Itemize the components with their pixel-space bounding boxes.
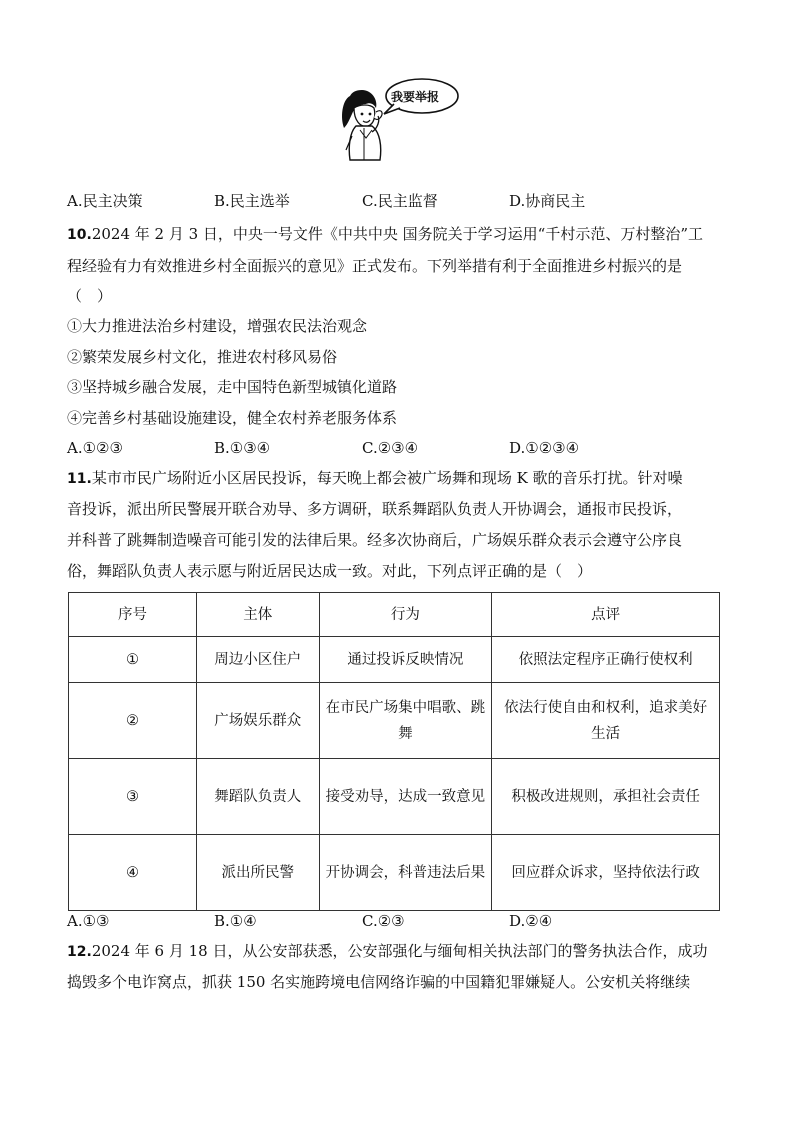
- row-4-comment: 回应群众诉求，坚持依法行政: [492, 835, 720, 911]
- row-1-comment: 依照法定程序正确行使权利: [492, 637, 720, 683]
- row-2-index: ②: [69, 683, 197, 759]
- q12-number: 12.: [67, 944, 92, 960]
- row-4-index: ④: [69, 835, 197, 911]
- row-4-action: 开协调会，科普违法后果: [319, 835, 492, 911]
- header-comment: 点评: [492, 593, 720, 637]
- row-2-subject: 广场娱乐群众: [196, 683, 319, 759]
- table-row: [69, 637, 720, 683]
- q9-option-c: C.民主监督: [362, 192, 438, 210]
- row-1-subject: 周边小区住户: [196, 637, 319, 683]
- q10-statement-3: ③坚持城乡融合发展，走中国特色新型城镇化道路: [67, 378, 398, 396]
- row-4-subject: 派出所民警: [196, 835, 319, 911]
- q10-statement-4: ④完善乡村基础设施建设，健全农村养老服务体系: [67, 409, 398, 427]
- header-subject: 主体: [196, 593, 319, 637]
- header-action: 行为: [319, 593, 492, 637]
- table-row: [69, 835, 720, 911]
- header-index: 序号: [69, 593, 197, 637]
- q9-option-d: D.协商民主: [509, 192, 586, 210]
- q10-option-c: C.②③④: [362, 439, 419, 457]
- row-1-action: 通过投诉反映情况: [319, 637, 492, 683]
- q12-stem-line-2: 捣毁多个电诈窝点，抓获 150 名实施跨境电信网络诈骗的中国籍犯罪嫌疑人。公安机关将继续: [67, 973, 691, 991]
- row-3-action: 接受劝导，达成一致意见: [319, 759, 492, 835]
- q10-statement-1: ①大力推进法治乡村建设，增强农民法治观念: [67, 317, 368, 335]
- q11-option-b: B.①④: [214, 912, 257, 930]
- q11-comment-table: [68, 592, 720, 911]
- row-1-index: ①: [69, 637, 197, 683]
- q10-statement-2: ②繁荣发展乡村文化，推进农村移风易俗: [67, 348, 338, 366]
- row-2-action: 在市民广场集中唱歌、跳舞: [319, 683, 492, 759]
- q10-option-a: A.①②③: [67, 439, 123, 457]
- q10-stem-line-2: 程经验有力有效推进乡村全面振兴的意见》正式发布。下列举措有利于全面推进乡村振兴的是: [67, 257, 683, 275]
- table-row: [69, 683, 720, 759]
- q10-option-d: D.①②③④: [509, 439, 580, 457]
- q10-option-b: B.①③④: [214, 439, 271, 457]
- q11-stem-line-3: 并科普了跳舞制造噪音可能引发的法律后果。经多次协商后，广场娱乐群众表示会遵守公序良: [67, 531, 683, 549]
- q11-option-a: A.①③: [67, 912, 110, 930]
- table-header-row: [69, 593, 720, 637]
- q11-number: 11.: [67, 471, 92, 487]
- q11-stem-line-2: 音投诉，派出所民警展开联合劝导、多方调研，联系舞蹈队负责人开协调会，通报市民投诉，: [67, 500, 683, 518]
- row-3-index: ③: [69, 759, 197, 835]
- q9-option-b: B.民主选举: [214, 192, 290, 210]
- q12-stem-line-1: 12.2024 年 6 月 18 日，从公安部获悉，公安部强化与缅甸相关执法部门的警务执法合作，成功: [67, 942, 708, 960]
- speech-bubble-text: 我要举报: [391, 90, 440, 104]
- q11-stem-line-4: 俗，舞蹈队负责人表示愿与附近居民达成一致。对此，下列点评正确的是（ ）: [67, 562, 593, 580]
- row-2-comment: 依法行使自由和权利，追求美好生活: [492, 683, 720, 759]
- q11-option-d: D.②④: [509, 912, 553, 930]
- table-row: [69, 759, 720, 835]
- q10-stem-line-3: （ ）: [67, 287, 113, 305]
- row-3-subject: 舞蹈队负责人: [196, 759, 319, 835]
- row-3-comment: 积极改进规则，承担社会责任: [492, 759, 720, 835]
- q11-stem-line-1: 11.某市市民广场附近小区居民投诉，每天晚上都会被广场舞和现场 K 歌的音乐打扰。针对噪: [67, 469, 683, 487]
- q11-option-c: C.②③: [362, 912, 405, 930]
- q9-option-a: A.民主决策: [67, 192, 143, 210]
- q10-stem-line-1: 10.2024 年 2 月 3 日，中央一号文件《中共中央 国务院关于学习运用“千村示范、万村整治”工: [67, 225, 704, 243]
- q10-number: 10.: [67, 227, 92, 243]
